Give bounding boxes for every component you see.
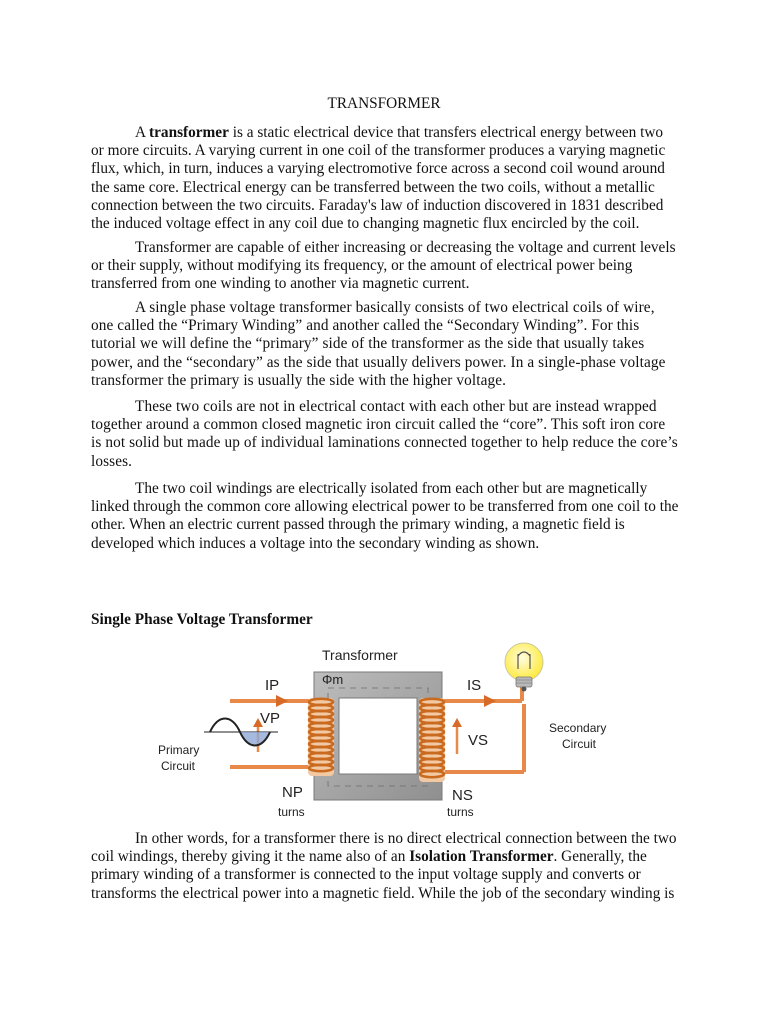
secondary-voltage-label: VS <box>468 732 489 749</box>
paragraph-core <box>91 398 679 471</box>
primary-coil <box>308 698 334 776</box>
primary-voltage-label: VP <box>260 710 281 727</box>
paragraph-lead: A <box>135 124 150 141</box>
primary-turns-label: turns <box>278 805 305 819</box>
paragraph-definition <box>91 124 679 233</box>
secondary-circuit-label-2: Circuit <box>562 737 597 751</box>
paragraph-text: The two coil windings are electrically isolated from each other but are magnetically linked through the common core allowing electrical power to be transferred from one coil to the other. When an electric current passed through the primary winding, a magnetic field is developed which induces a voltage into the secondary winding as shown. <box>91 480 679 552</box>
document-title: TRANSFORMER <box>327 95 441 112</box>
primary-circuit-label-2: Circuit <box>161 759 196 773</box>
primary-circuit-label-1: Primary <box>158 743 200 757</box>
paragraph-text: These two coils are not in electrical contact with each other but are instead wrapped together around a common closed magnetic iron circuit called the “core”. This soft iron core is not solid but made up of individual laminations connected together to help reduce the core’s losses. <box>91 398 678 470</box>
secondary-current-label: IS <box>467 677 482 694</box>
section-heading: Single Phase Voltage Transformer <box>91 611 313 628</box>
paragraph-isolation <box>91 480 679 553</box>
primary-turns-symbol: NP <box>282 784 303 801</box>
paragraph-isolation-transformer <box>91 830 679 903</box>
paragraph-text: Transformer are capable of either increasing or decreasing the voltage and current levels or their supply, without modifying its frequency, or the amount of electrical power being transferred from one winding to another via magnetic current. <box>91 239 676 293</box>
secondary-circuit-label-1: Secondary <box>549 721 607 735</box>
paragraph-capabilities <box>91 239 679 294</box>
primary-wires <box>230 695 320 767</box>
secondary-coil <box>419 698 445 782</box>
transformer-diagram-svg <box>152 632 622 822</box>
paragraph-text: A single phase voltage transformer basically consists of two electrical coils of wire, one called the “Primary Winding” and another called the “Secondary Winding”. For this tutorial we will define the “primary” side of the transformer as the side that usually takes power, and the “secondary” as the side that usually delivers power. In a single-phase voltage transformer the primary is usually the side with the higher voltage. <box>91 299 666 389</box>
paragraph-rest: . Generally, the primary winding of a transformer is connected to the input voltage supply and converts or transforms the electrical power into a magnetic field. While the job of the secondary winding is <box>91 848 675 902</box>
paragraph-lead: In other words, for a transformer there is no direct electrical connection between the two coil windings, thereby giving it the name also of an <box>91 830 677 866</box>
flux-label: Φm <box>322 672 344 687</box>
paragraph-windings <box>91 299 679 390</box>
term-transformer: transformer <box>149 124 229 141</box>
transformer-diagram <box>152 632 622 822</box>
light-bulb-icon <box>505 643 543 692</box>
term-isolation-transformer: Isolation Transformer <box>409 848 554 866</box>
secondary-turns-symbol: NS <box>452 787 473 804</box>
primary-current-label: IP <box>265 677 280 694</box>
secondary-turns-label: turns <box>447 805 474 819</box>
diagram-title: Transformer <box>322 647 398 663</box>
secondary-wires <box>437 686 524 772</box>
paragraph-rest: is a static electrical device that transfers electrical energy between two or more circuits. A varying current in one coil of the transformer produces a varying magnetic flux, which, in turn, induces a varying electromotive force across a second coil wound around the same core. Electrical energy can be transferred between the two coils, without a metallic connection between the two circuits. Faraday's law of induction discovered in 1831 described the induced voltage effect in any coil due to changing magnetic flux encircled by the coil. <box>91 124 666 233</box>
